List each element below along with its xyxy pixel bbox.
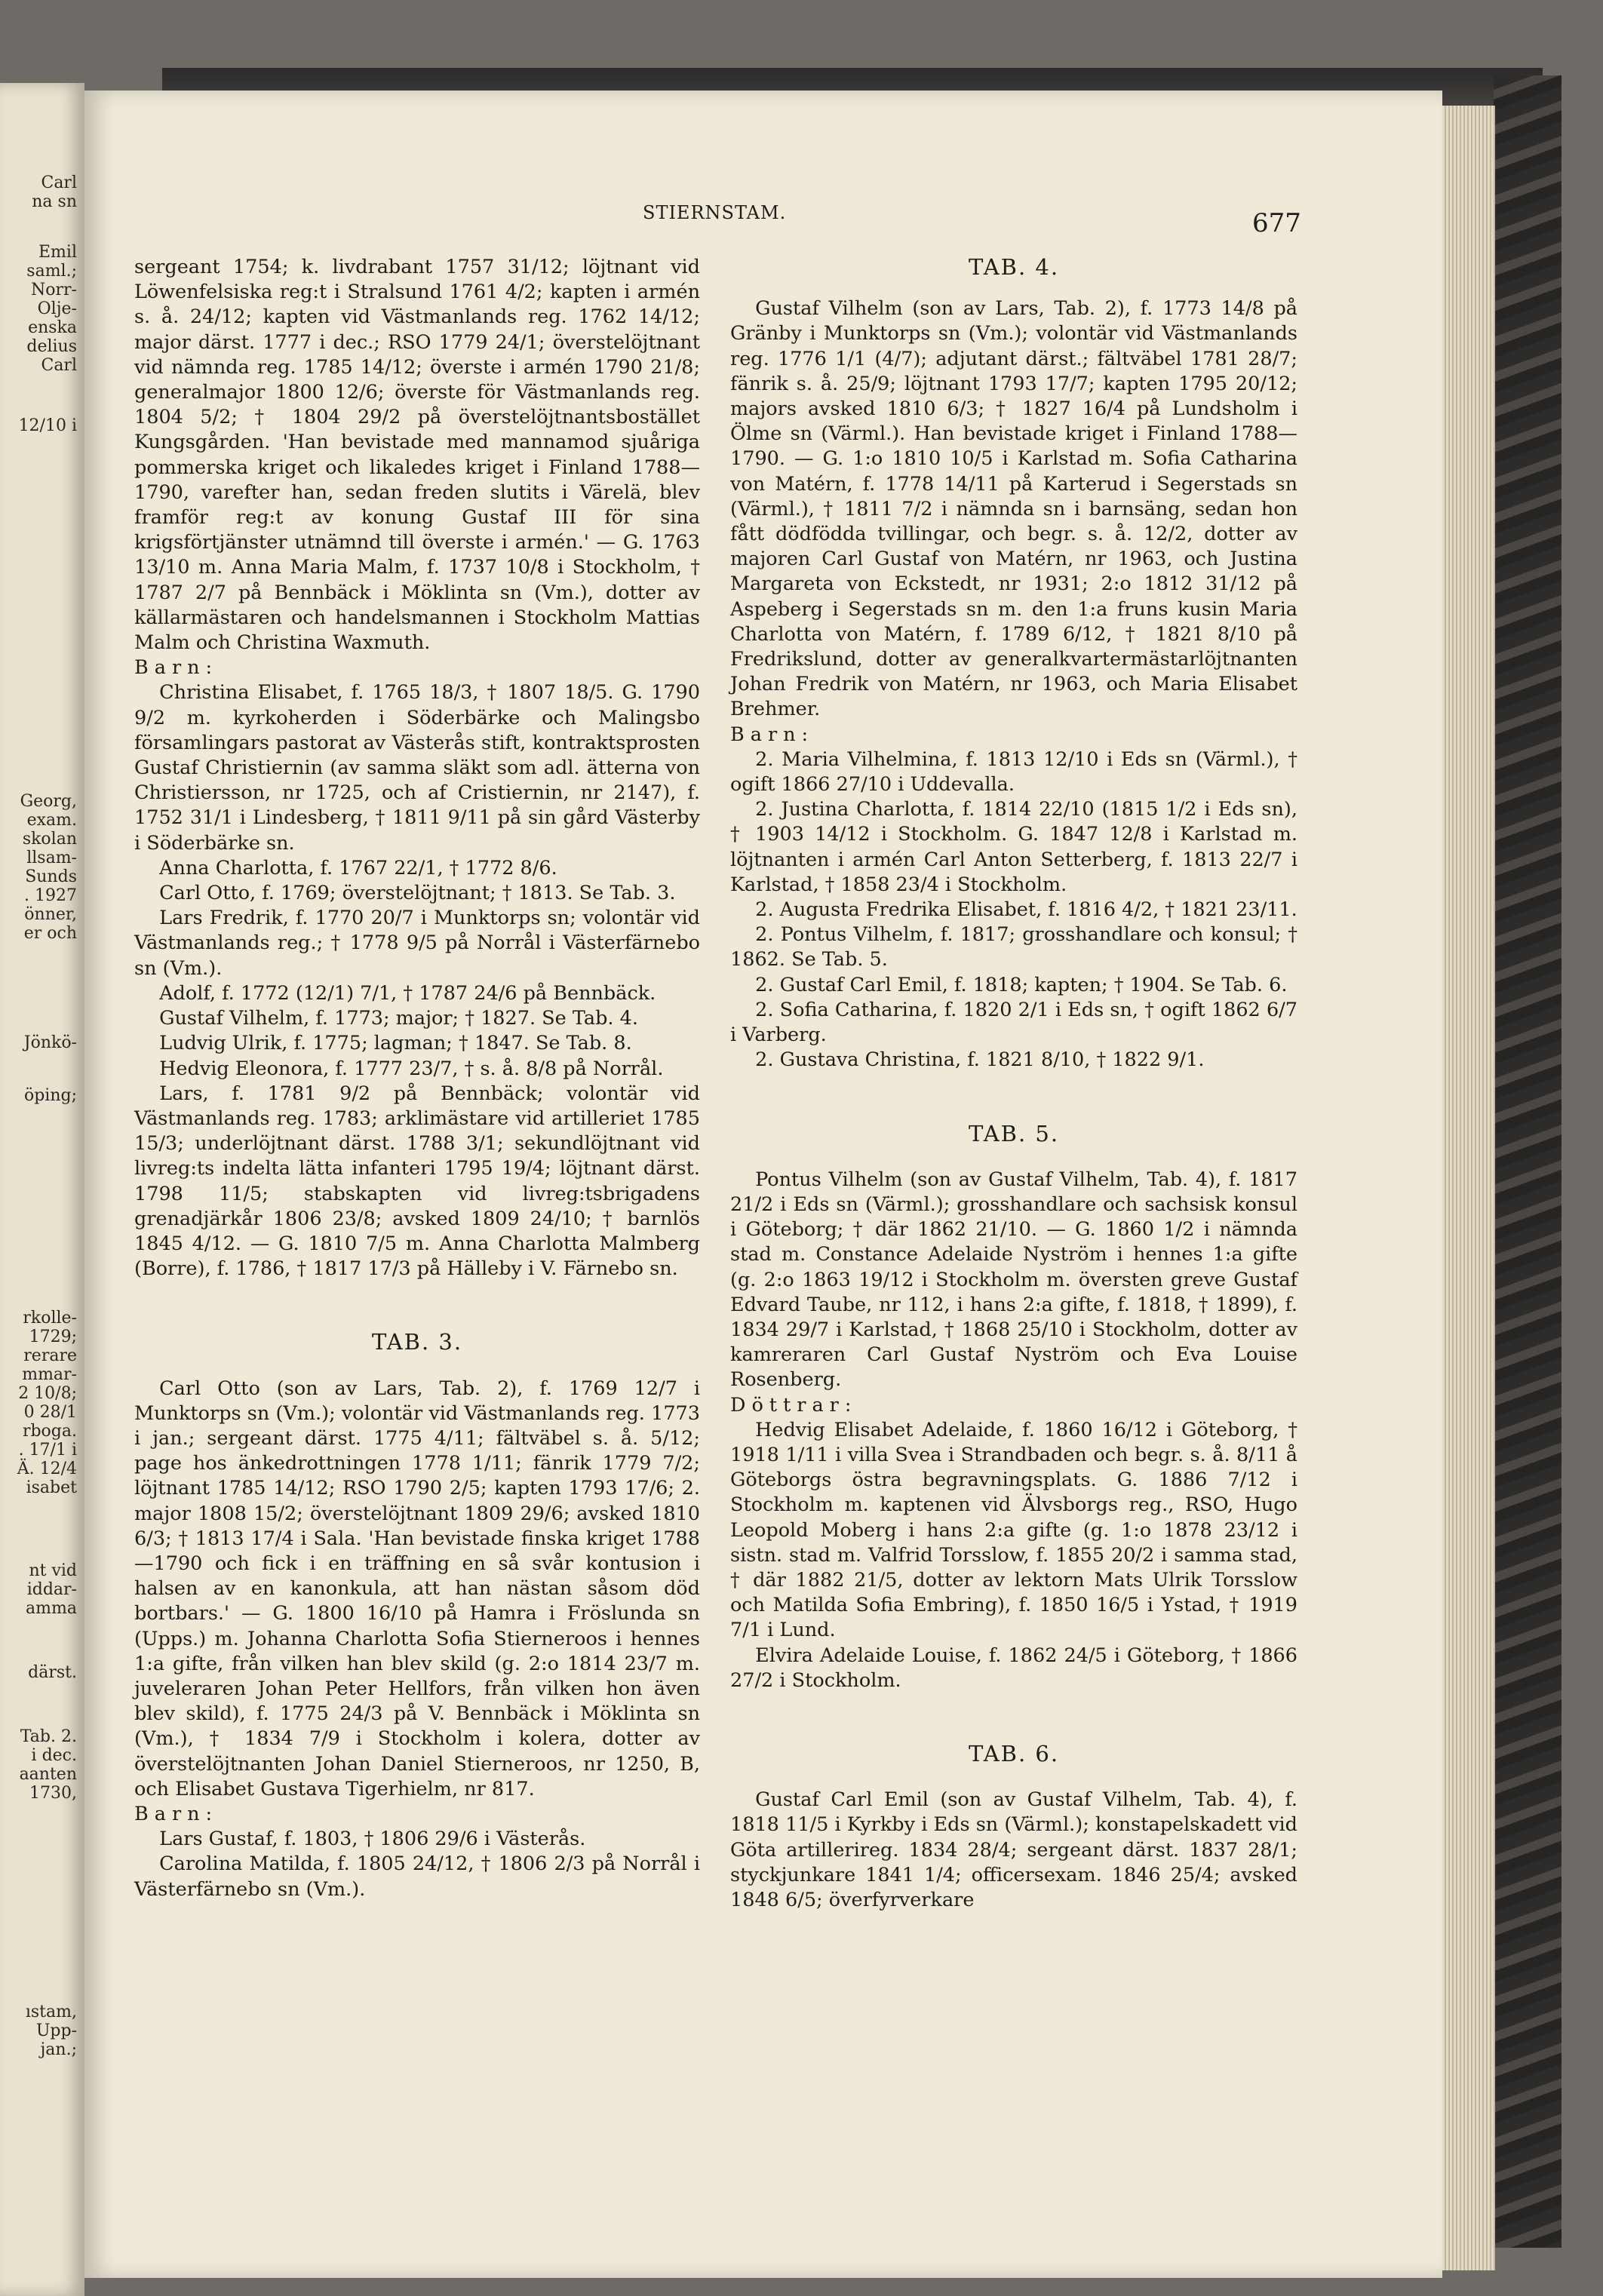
left-page-fragment: öping;	[23, 1086, 77, 1105]
entry-paragraph: Lars Fredrik, f. 1770 20/7 i Munktorps sn; volontär vid Västmanlands reg.; † 1778 9/5 på Norrål i Västerfärnebo sn (Vm.).	[134, 907, 700, 980]
entry-paragraph: 2. Augusta Fredrika Elisabet, f. 1816 4/2, † 1821 23/11.	[755, 898, 1297, 922]
left-column	[134, 255, 700, 1902]
page-edges	[1442, 106, 1495, 2270]
left-page-fragment: enska	[28, 318, 77, 337]
left-page-fragment: Emil	[38, 243, 77, 262]
left-page-fragment: jan.;	[40, 2040, 77, 2059]
left-page-fragment: Ä. 12/4	[17, 1460, 77, 1478]
entry-paragraph: Gustaf Vilhelm (son av Lars, Tab. 2), f. 1773 14/8 på Gränby i Munktorps sn (Vm.); volontär vid Västmanlands reg. 1776 1/1 (4/7); adjutant därst.; fältväbel 1781 28/7; fänrik s. å. 25/9; löjtnant 1793 17/7; kapten 1795 20/12; majors avsked 1810 6/3; † 1827 16/4 på Lundsholm i Ölme sn (Värml.). Han bevistade kriget i Finland 1788—1790. — G. 1:o 1810 10/5 i Karlstad m. Sofia Catharina von Matérn, f. 1778 14/11 på Karterud i Segerstads sn (Värml.), † 1811 7/2 i nämnda sn i barnsäng, sedan hon fått dödfödda tvillingar, och begr. s. å. 12/2, dotter av majoren Carl Gustaf von Matérn, nr 1963, och Justina Margareta von Eckstedt, nr 1931; 2:o 1812 31/12 på Aspeberg i Segerstads sn m. den 1:a fruns kusin Maria Charlotta von Matérn, f. 1789 6/12, † 1821 8/10 på Fredrikslund, dotter av generalkvartermästarlöjtnanten Johan Fredrik von Matérn, nr 1963, och Maria Elisabet Brehmer.	[730, 297, 1297, 721]
left-page-fragment: 2 10/8;	[18, 1384, 77, 1403]
children-heading: Barn:	[134, 656, 219, 680]
entry-paragraph: 2. Pontus Vilhelm, f. 1817; grosshandlare och konsul; † 1862. Se Tab. 5.	[730, 923, 1297, 972]
entry-paragraph: 2. Gustava Christina, f. 1821 8/10, † 1822 9/1.	[755, 1048, 1205, 1072]
right-column	[730, 255, 1297, 1913]
entry-paragraph: Gustaf Carl Emil (son av Gustaf Vilhelm, Tab. 4), f. 1818 11/5 i Kyrkby i Eds sn (Värml.); konstapelskadett vid Göta artillerireg. 1834 28/4; sergeant därst. 1837 28/1; styckjunkare 1841 1/4; officersexam. 1846 25/4; avsked 1848 6/5; överfyrverkare	[730, 1788, 1297, 1911]
left-page-fragment: er och	[23, 924, 77, 943]
table-heading: TAB. 6.	[968, 1740, 1060, 1767]
page-number: 677	[1252, 208, 1301, 238]
left-page-edge	[0, 83, 84, 2296]
entry-paragraph: Anna Charlotta, f. 1767 22/1, † 1772 8/6.	[159, 856, 557, 879]
left-page-fragment: i dec.	[31, 1746, 77, 1765]
left-page-fragment: Sunds	[25, 867, 77, 886]
children-heading: Döttrar:	[730, 1393, 858, 1417]
left-page-fragment: Georg,	[20, 792, 77, 811]
left-page-fragment: 1730,	[29, 1784, 77, 1803]
entry-paragraph: 2. Gustaf Carl Emil, f. 1818; kapten; † 1904. Se Tab. 6.	[755, 973, 1288, 996]
children-heading: Barn:	[730, 723, 815, 746]
entry-paragraph: Hedvig Elisabet Adelaide, f. 1860 16/12 i Göteborg, † 1918 1/11 i villa Svea i Strandbaden och begr. s. å. 8/11 å Göteborgs östra begravningsplats. G. 1886 7/12 i Stockholm m. kaptenen vid Älvsborgs reg., RSO, Hugo Leopold Moberg i hans 2:a gifte (g. 1:o 1878 23/12 i sistn. stad m. Valfrid Torsslow, f. 1855 20/2 i samma stad, † där 1882 21/5, dotter av lektorn Mats Ulrik Torsslow och Matilda Sofia Embring), f. 1850 16/5 i Ystad, † 1919 7/1 i Lund.	[730, 1418, 1297, 1642]
left-page-fragment: nt vid	[29, 1561, 77, 1580]
entry-paragraph: Carl Otto, f. 1769; överstelöjtnant; † 1813. Se Tab. 3.	[159, 882, 676, 905]
children-heading: Barn:	[134, 1802, 219, 1825]
left-page-fragment: önner,	[24, 905, 77, 924]
left-page-fragment: Upp-	[35, 2021, 77, 2040]
entry-paragraph: Carolina Matilda, f. 1805 24/12, † 1806 2/3 på Norrål i Västerfärnebo sn (Vm.).	[134, 1852, 700, 1901]
left-page-fragment: llsam-	[26, 849, 77, 867]
table-heading: TAB. 4.	[968, 254, 1060, 280]
left-page-fragment: exam.	[26, 811, 77, 830]
table-heading: TAB. 5.	[968, 1120, 1060, 1146]
left-page-fragment: mmar-	[22, 1365, 77, 1384]
left-page-fragment: 1729;	[29, 1328, 77, 1346]
left-page-fragment: na sn	[32, 192, 77, 211]
left-page-fragment: . 1927	[24, 886, 77, 905]
entry-paragraph: 2. Sofia Catharina, f. 1820 2/1 i Eds sn, † ogift 1862 6/7 i Varberg.	[730, 998, 1297, 1047]
left-page-fragment: isabet	[26, 1478, 77, 1497]
entry-paragraph: Hedvig Eleonora, f. 1777 23/7, † s. å. 8/8 på Norrål.	[159, 1057, 664, 1080]
left-page-fragment: därst.	[28, 1663, 77, 1682]
book-cover-right	[1494, 75, 1562, 2248]
entry-paragraph: Pontus Vilhelm (son av Gustaf Vilhelm, Tab. 4), f. 1817 21/2 i Eds sn (Värml.); grosshandlare och sachsisk konsul i Göteborg; † där 1862 21/10. — G. 1860 1/2 i nämnda stad m. Constance Adelaide Nyström i hennes 1:a gifte (g. 2:o 1863 19/12 i Stockholm m. översten greve Gustaf Edvard Taube, nr 112, i hans 2:a gifte, f. 1818, † 1899), f. 1834 29/7 i Karlstad, † 1868 25/10 i Stockholm, dotter av kamreraren Carl Gustaf Nyström och Eva Louise Rosenberg.	[730, 1168, 1297, 1392]
entry-paragraph: Adolf, f. 1772 (12/1) 7/1, † 1787 24/6 på Bennbäck.	[159, 981, 656, 1005]
left-page-fragment: 12/10 i	[18, 416, 77, 435]
left-page-fragment: Carl	[41, 356, 77, 375]
entry-paragraph: Christina Elisabet, f. 1765 18/3, † 1807 18/5. G. 1790 9/2 m. kyrkoherden i Söderbärke och Malingsbo församlingars pastorat av Västerås stift, kontraktsprosten Gustaf Christiernin (av samma släkt som adl. ätterna von Christiersson, nr 1725, och af Cristiernin, nr 2147), f. 1752 31/1 i Lindesberg, † 1811 9/11 på sin gård Västerby i Söderbärke sn.	[134, 681, 700, 855]
entry-paragraph: Carl Otto (son av Lars, Tab. 2), f. 1769 12/7 i Munktorps sn (Vm.); volontär vid Västmanlands reg. 1773 i jan.; sergeant därst. 1775 4/11; fältväbel s. å. 5/12; page hos änkedrottningen 1778 1/11; fänrik 1779 7/2; löjtnant 1785 14/12; RSO 1790 2/5; kapten 1793 17/6; 2. major 1808 15/2; överstelöjtnant 1809 29/6; avsked 1810 6/3; † 1813 17/4 i Sala. 'Han bevistade finska kriget 1788—1790 och fick i en träffning en så svår kontusion i halsen av en kanonkula, att han nästan såsom död bortbars.' — G. 1800 16/10 på Hamra i Fröslunda sn (Upps.) m. Johanna Charlotta Sofia Stierneroos i hennes 1:a gifte, från vilken han blev skild (g. 2:o 1814 23/7 m. juveleraren Johan Peter Hellfors, från vilken hon även blev skild), f. 1775 24/3 på V. Bennbäck i Möklinta sn (Vm.), † 1834 7/9 i Stockholm i kolera, dotter av överstelöjtnanten Johan Daniel Stierneroos, nr 1250, B, och Elisabet Gustava Tigerhielm, nr 817.	[134, 1377, 700, 1800]
entry-paragraph: 2. Justina Charlotta, f. 1814 22/10 (1815 1/2 i Eds sn), † 1903 14/12 i Stockholm. G. 1847 12/8 i Karlstad m. löjtnanten i armén Carl Anton Setterberg, f. 1813 22/7 i Karlstad, † 1858 23/4 i Stockholm.	[730, 798, 1297, 896]
entry-paragraph: Lars, f. 1781 9/2 på Bennbäck; volontär vid Västmanlands reg. 1783; arklimästare vid artilleriet 1785 15/3; underlöjtnant därst. 1788 3/1; sekundlöjtnant vid livreg:ts indelta lätta infanteri 1795 19/4; löjtnant därst. 1798 11/5; stabskapten vid livreg:tsbrigadens grenadjärkår 1806 23/8; avsked 1809 24/10; † barnlös 1845 4/12. — G. 1810 7/5 m. Anna Charlotta Malmberg (Borre), f. 1786, † 1817 17/3 på Hälleby i V. Färnebo sn.	[134, 1082, 700, 1281]
left-page-fragment: skolan	[22, 830, 77, 849]
left-page-fragment: aanten	[19, 1765, 77, 1784]
left-page-fragment: delius	[26, 337, 77, 356]
running-head: STIERNSTAM.	[643, 202, 787, 223]
entry-paragraph: Lars Gustaf, f. 1803, † 1806 29/6 i Västerås.	[159, 1828, 586, 1851]
left-page-fragment: rboga.	[22, 1422, 77, 1441]
left-page-fragment: iddar-	[26, 1580, 77, 1599]
entry-paragraph: Gustaf Vilhelm, f. 1773; major; † 1827. Se Tab. 4.	[159, 1007, 638, 1030]
left-page-fragment: rerare	[23, 1346, 77, 1365]
left-page-fragment: 0 28/1	[23, 1403, 77, 1422]
left-page-fragment: amma	[26, 1599, 77, 1618]
left-page-fragment: Carl	[41, 173, 77, 192]
table-heading: TAB. 3.	[371, 1329, 463, 1355]
entry-paragraph: Ludvig Ulrik, f. 1775; lagman; † 1847. Se Tab. 8.	[159, 1032, 632, 1055]
left-page-fragment: rkolle-	[23, 1309, 77, 1328]
left-page-fragment: Norr-	[31, 281, 77, 299]
left-page-fragment: . 17/1 i	[18, 1441, 77, 1460]
left-page-fragment: saml.;	[26, 262, 77, 281]
entry-paragraph: sergeant 1754; k. livdrabant 1757 31/12; löjtnant vid Löwenfelsiska reg:t i Stralsund 1761 4/2; kapten i armén s. å. 24/12; kapten vid Västmanlands reg. 1762 14/12; major därst. 1777 i dec.; RSO 1779 24/1; överstelöjtnant vid nämnda reg. 1785 14/12; överste i armén 1790 21/8; generalmajor 1800 12/6; överste för Västmanlands reg. 1804 5/2; † 1804 29/2 på överstelöjtnantsbostället Kungsgården. 'Han bevistade med mannamod sjuåriga pommerska kriget och likaledes kriget i Finland 1788—1790, varefter han, sedan freden slutits i Värelä, blev framför reg:t av konung Gustaf III för sina krigsförtjänster utnämnd till överste i armén.' — G. 1763 13/10 m. Anna Maria Malm, f. 1737 10/8 i Stockholm, † 1787 2/7 på Bennbäck i Möklinta sn (Vm.), dotter av källarmästaren och handelsmannen i Stockholm Mattias Malm och Christina Waxmuth.	[134, 256, 700, 655]
left-page-fragment: ıstam,	[25, 2003, 77, 2021]
entry-paragraph: 2. Maria Vilhelmina, f. 1813 12/10 i Eds sn (Värml.), † ogift 1866 27/10 i Uddevalla.	[730, 747, 1297, 797]
left-page-fragment: Olje-	[37, 299, 77, 318]
entry-paragraph: Elvira Adelaide Louise, f. 1862 24/5 i Göteborg, † 1866 27/2 i Stockholm.	[730, 1644, 1297, 1692]
left-page-fragment: Jönkö-	[23, 1033, 77, 1052]
left-page-fragment: Tab. 2.	[20, 1727, 77, 1746]
